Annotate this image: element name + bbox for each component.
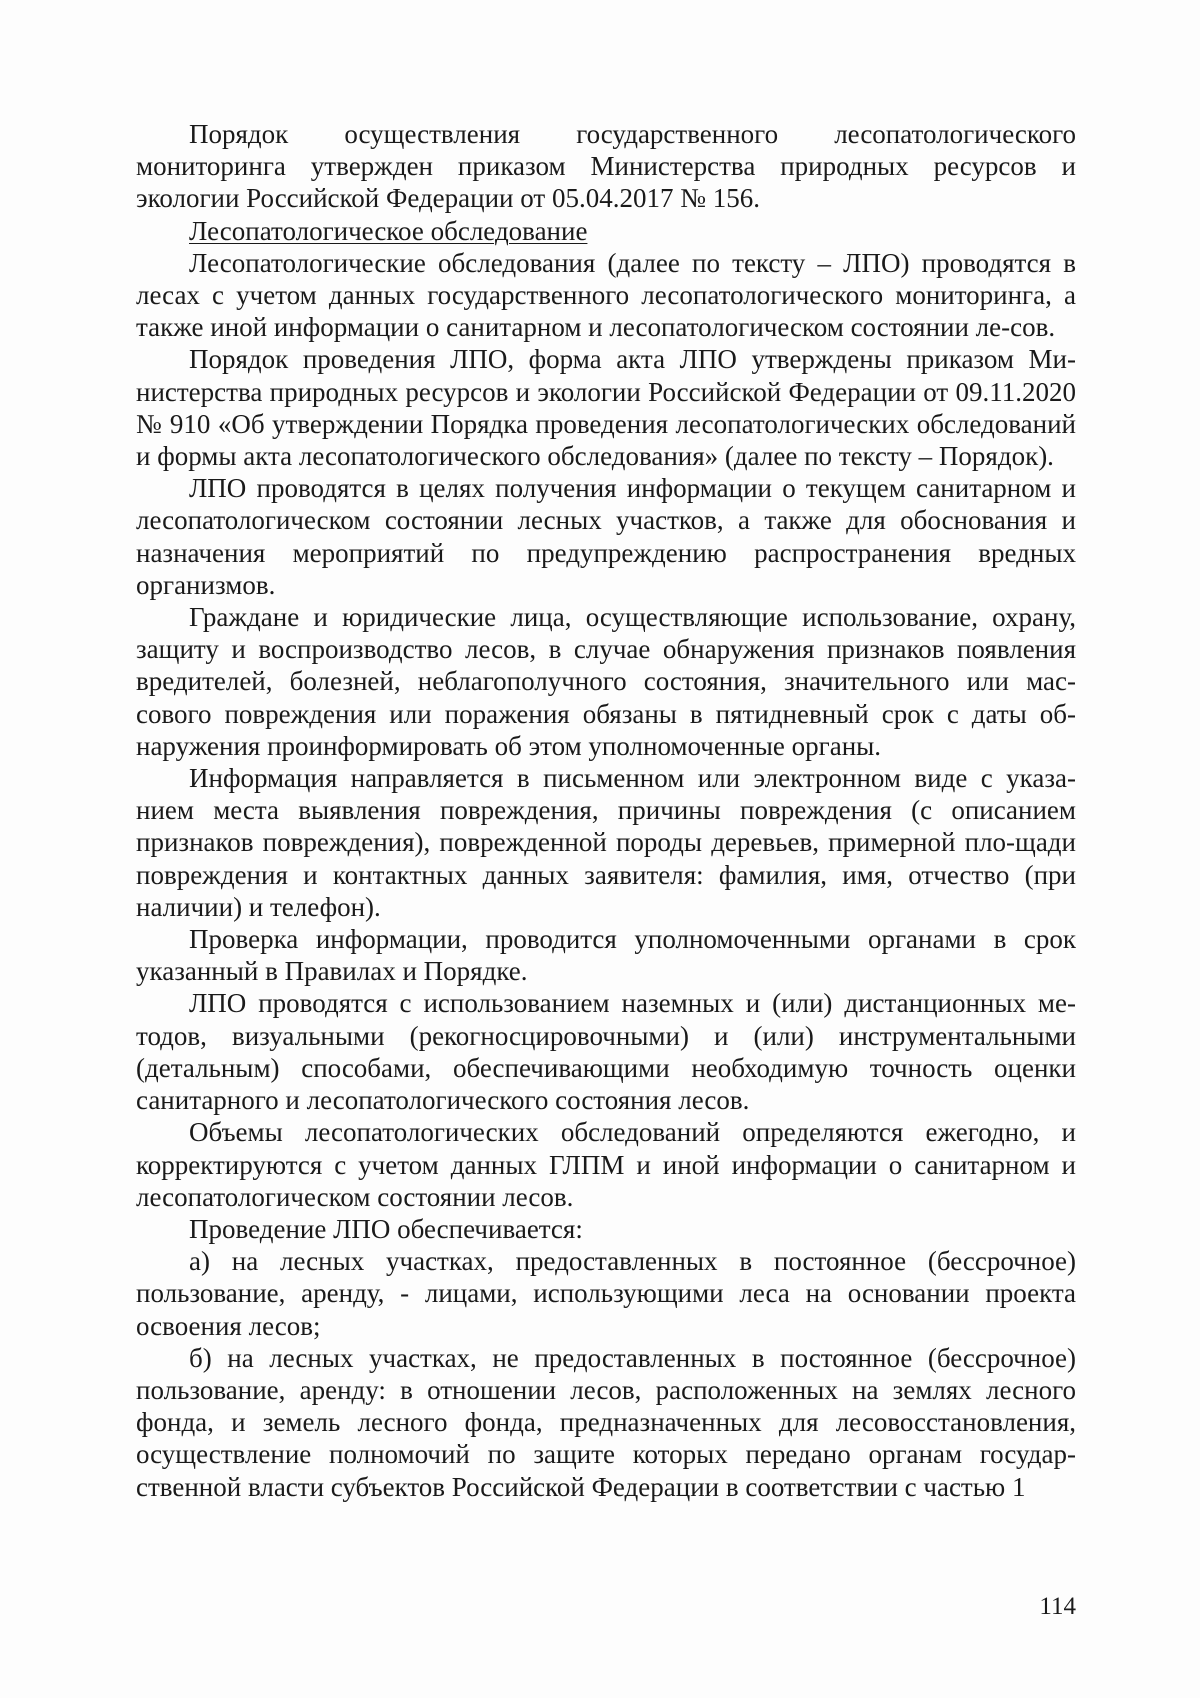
document-body bbox=[136, 118, 1076, 1503]
section-heading-inspection: Лесопатологическое обследование bbox=[189, 215, 588, 246]
paragraph-lpo-procedure: Порядок проведения ЛПО, форма акта ЛПО утверждены приказом Ми-нистерства природных ресурсов и экологии Российской Федерации от 09.11.2020 № 910 «Об утверждении Порядка проведения лесопатологических обследований и формы акта лесопатологического обследования» (далее по тексту – Порядок). bbox=[136, 344, 1076, 472]
paragraph-item-a: а) на лесных участках, предоставленных в постоянное (бессрочное) пользование, аренду, - лицами, использующими леса на основании проекта освоения лесов; bbox=[136, 1246, 1076, 1341]
paragraph-lpo-methods: ЛПО проводятся с использованием наземных и (или) дистанционных ме-тодов, визуальными (рекогносцировочными) и (или) инструментальными (детальным) способами, обеспечивающими необходимую точность оценки санитарного и лесопатологического состояния лесов. bbox=[136, 988, 1076, 1116]
paragraph-information-check: Проверка информации, проводится уполномоченными органами в срок указанный в Правилах и Порядке. bbox=[136, 924, 1076, 987]
paragraph-lpo-definition: Лесопатологические обследования (далее по тексту – ЛПО) проводятся в лесах с учетом данных государственного лесопатологического мониторинга, а также иной информации о санитарном и лесопатологическом состоянии ле-сов. bbox=[136, 247, 1076, 343]
paragraph-lpo-volumes: Объемы лесопатологических обследований определяются ежегодно, и корректируются с учетом данных ГЛПМ и иной информации о санитарном и лесопатологическом состоянии лесов. bbox=[136, 1117, 1076, 1212]
paragraph-information-content: Информация направляется в письменном или электронном виде с указа-нием места выявления повреждения, причины повреждения (с описанием признаков повреждения), поврежденной породы деревьев, примерной пло-щади повреждения и контактных данных заявителя: фамилия, имя, отчество (при наличии) и телефон). bbox=[136, 763, 1076, 922]
paragraph-citizens-duty: Граждане и юридические лица, осуществляющие использование, охрану, защиту и воспроизводство лесов, в случае обнаружения признаков появления вредителей, болезней, неблагополучного состояния, значительного или мас-сового повреждения или поражения обязаны в пятидневный срок с даты об-наружения проинформировать об этом уполномоченные органы. bbox=[136, 602, 1076, 761]
paragraph-item-b: б) на лесных участках, не предоставленных в постоянное (бессрочное) пользование, аренду: в отношении лесов, расположенных на землях лесного фонда, и земель лесного фонда, предназначенных для лесовосстановления, осуществление полномочий по защите которых передано органам государ-ственной власти субъектов Российской Федерации в соответствии с частью 1 bbox=[136, 1342, 1076, 1502]
paragraph-lpo-purpose: ЛПО проводятся в целях получения информации о текущем санитарном и лесопатологическом состоянии лесных участков, а также для обоснования и назначения мероприятий по предупреждению распространения вредных организмов. bbox=[136, 473, 1076, 600]
page-number: 114 bbox=[1039, 1593, 1076, 1620]
paragraph-lpo-provision: Проведение ЛПО обеспечивается: bbox=[189, 1213, 583, 1244]
paragraph-monitoring-order: Порядок осуществления государственного лесопатологического мониторинга утвержден приказом Министерства природных ресурсов и экологии Российской Федерации от 05.04.2017 № 156. bbox=[136, 119, 1076, 214]
